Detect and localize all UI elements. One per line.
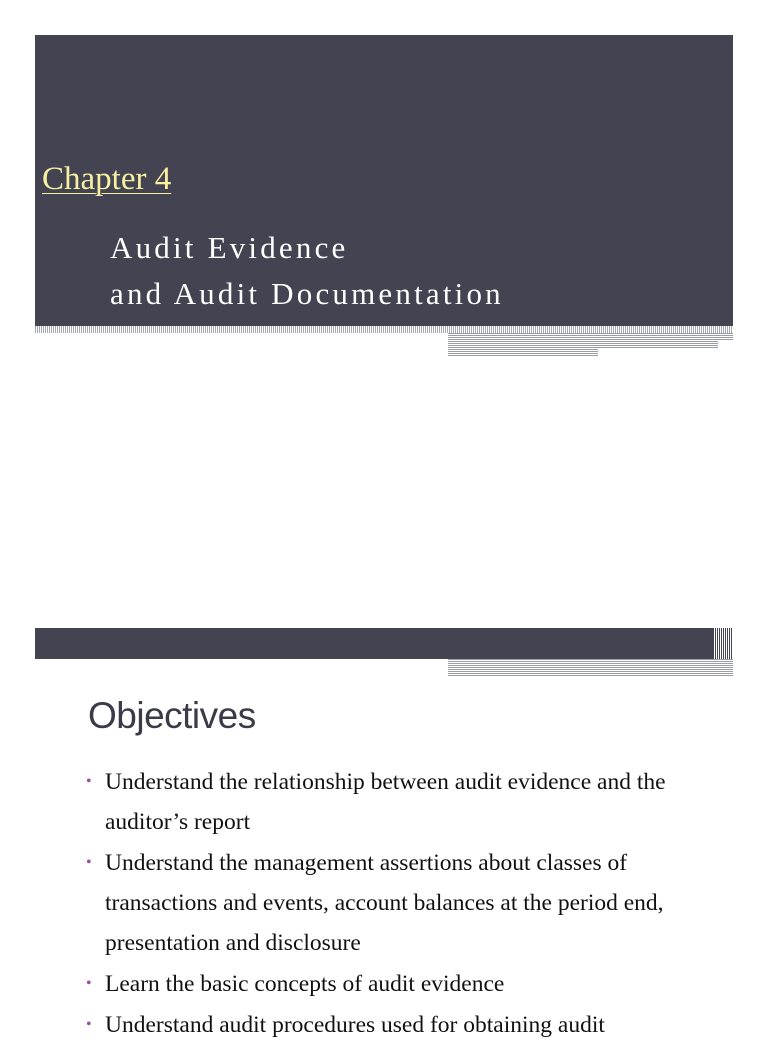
bullet-icon: • [86, 1016, 92, 1033]
bullet-icon: • [86, 773, 92, 790]
list-item [86, 762, 726, 842]
banner2-stripe-right-2 [448, 667, 733, 676]
subtitle-line-2: and Audit Documentation [110, 276, 504, 311]
banner-stripe-vertical [713, 628, 733, 659]
subtitle-line-1: Audit Evidence [110, 230, 349, 265]
objectives-list [86, 762, 726, 1046]
objective-text: Understand audit procedures used for obtaining audit [105, 1012, 605, 1038]
banner-stripe-right-2 [448, 341, 718, 349]
banner-stripe-right-3 [448, 349, 598, 357]
banner-stripe-right-1 [448, 333, 733, 341]
title-slide-banner [35, 35, 733, 332]
bullet-icon: • [86, 854, 92, 871]
objectives-slide-banner [35, 628, 713, 659]
list-item [86, 1005, 726, 1045]
objective-text: Understand the management assertions about classes of transactions and events, account balances at the period end, presentation and disclosure [105, 850, 664, 956]
bullet-icon: • [86, 975, 92, 992]
banner-stripe-bottom [35, 326, 733, 333]
objective-text: Understand the relationship between audit evidence and the auditor’s report [105, 769, 666, 835]
banner2-stripe-right-1 [448, 659, 733, 667]
objectives-heading: Objectives [88, 695, 256, 736]
objective-text: Learn the basic concepts of audit evidence [105, 971, 505, 997]
list-item [86, 843, 726, 963]
chapter-title[interactable]: Chapter 4 [42, 161, 172, 197]
list-item [86, 964, 726, 1004]
slide-subtitle [110, 225, 504, 317]
